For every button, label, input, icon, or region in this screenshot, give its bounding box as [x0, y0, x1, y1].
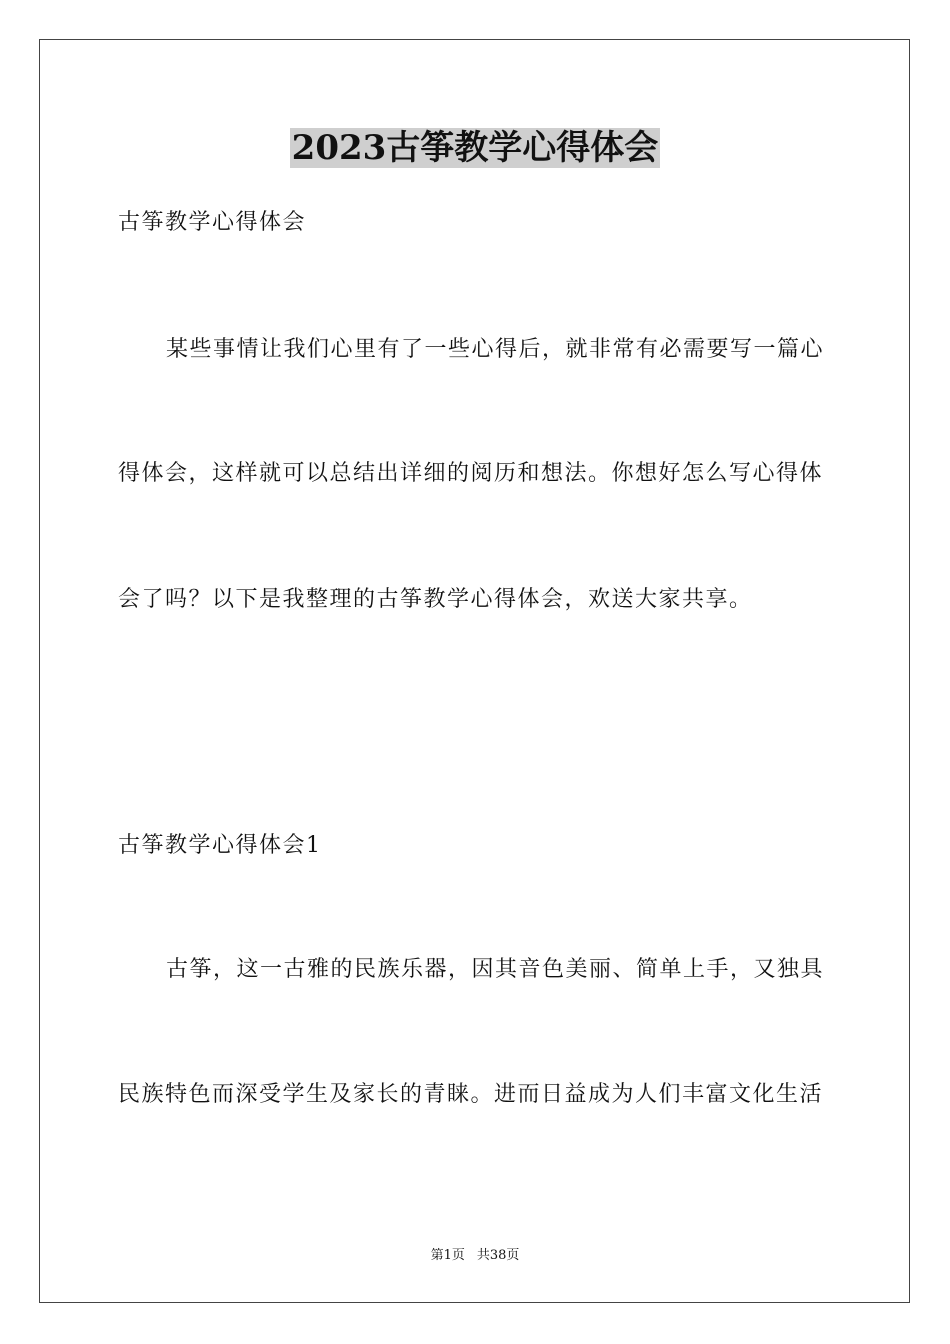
paragraph-line: 古筝，这一古雅的民族乐器，因其音色美丽、简单上手，又独具	[166, 957, 825, 982]
section-heading: 古筝教学心得体会	[118, 210, 307, 235]
paragraph-line: 民族特色而深受学生及家长的青睐。进而日益成为人们丰富文化生活	[118, 1082, 824, 1107]
paragraph-line: 会了吗？以下是我整理的古筝教学心得体会，欢送大家共享。	[118, 587, 753, 612]
page-number: 第1页	[430, 1248, 465, 1263]
document-title	[0, 126, 950, 170]
page-footer	[0, 1247, 950, 1265]
paragraph-line: 某些事情让我们心里有了一些心得后，就非常有必需要写一篇心	[166, 337, 825, 362]
section-heading: 古筝教学心得体会1	[118, 833, 322, 858]
paragraph-line: 得体会，这样就可以总结出详细的阅历和想法。你想好怎么写心得体	[118, 461, 824, 486]
document-title-text: 2023古筝教学心得体会	[291, 128, 659, 168]
page-total: 共38页	[476, 1248, 520, 1263]
